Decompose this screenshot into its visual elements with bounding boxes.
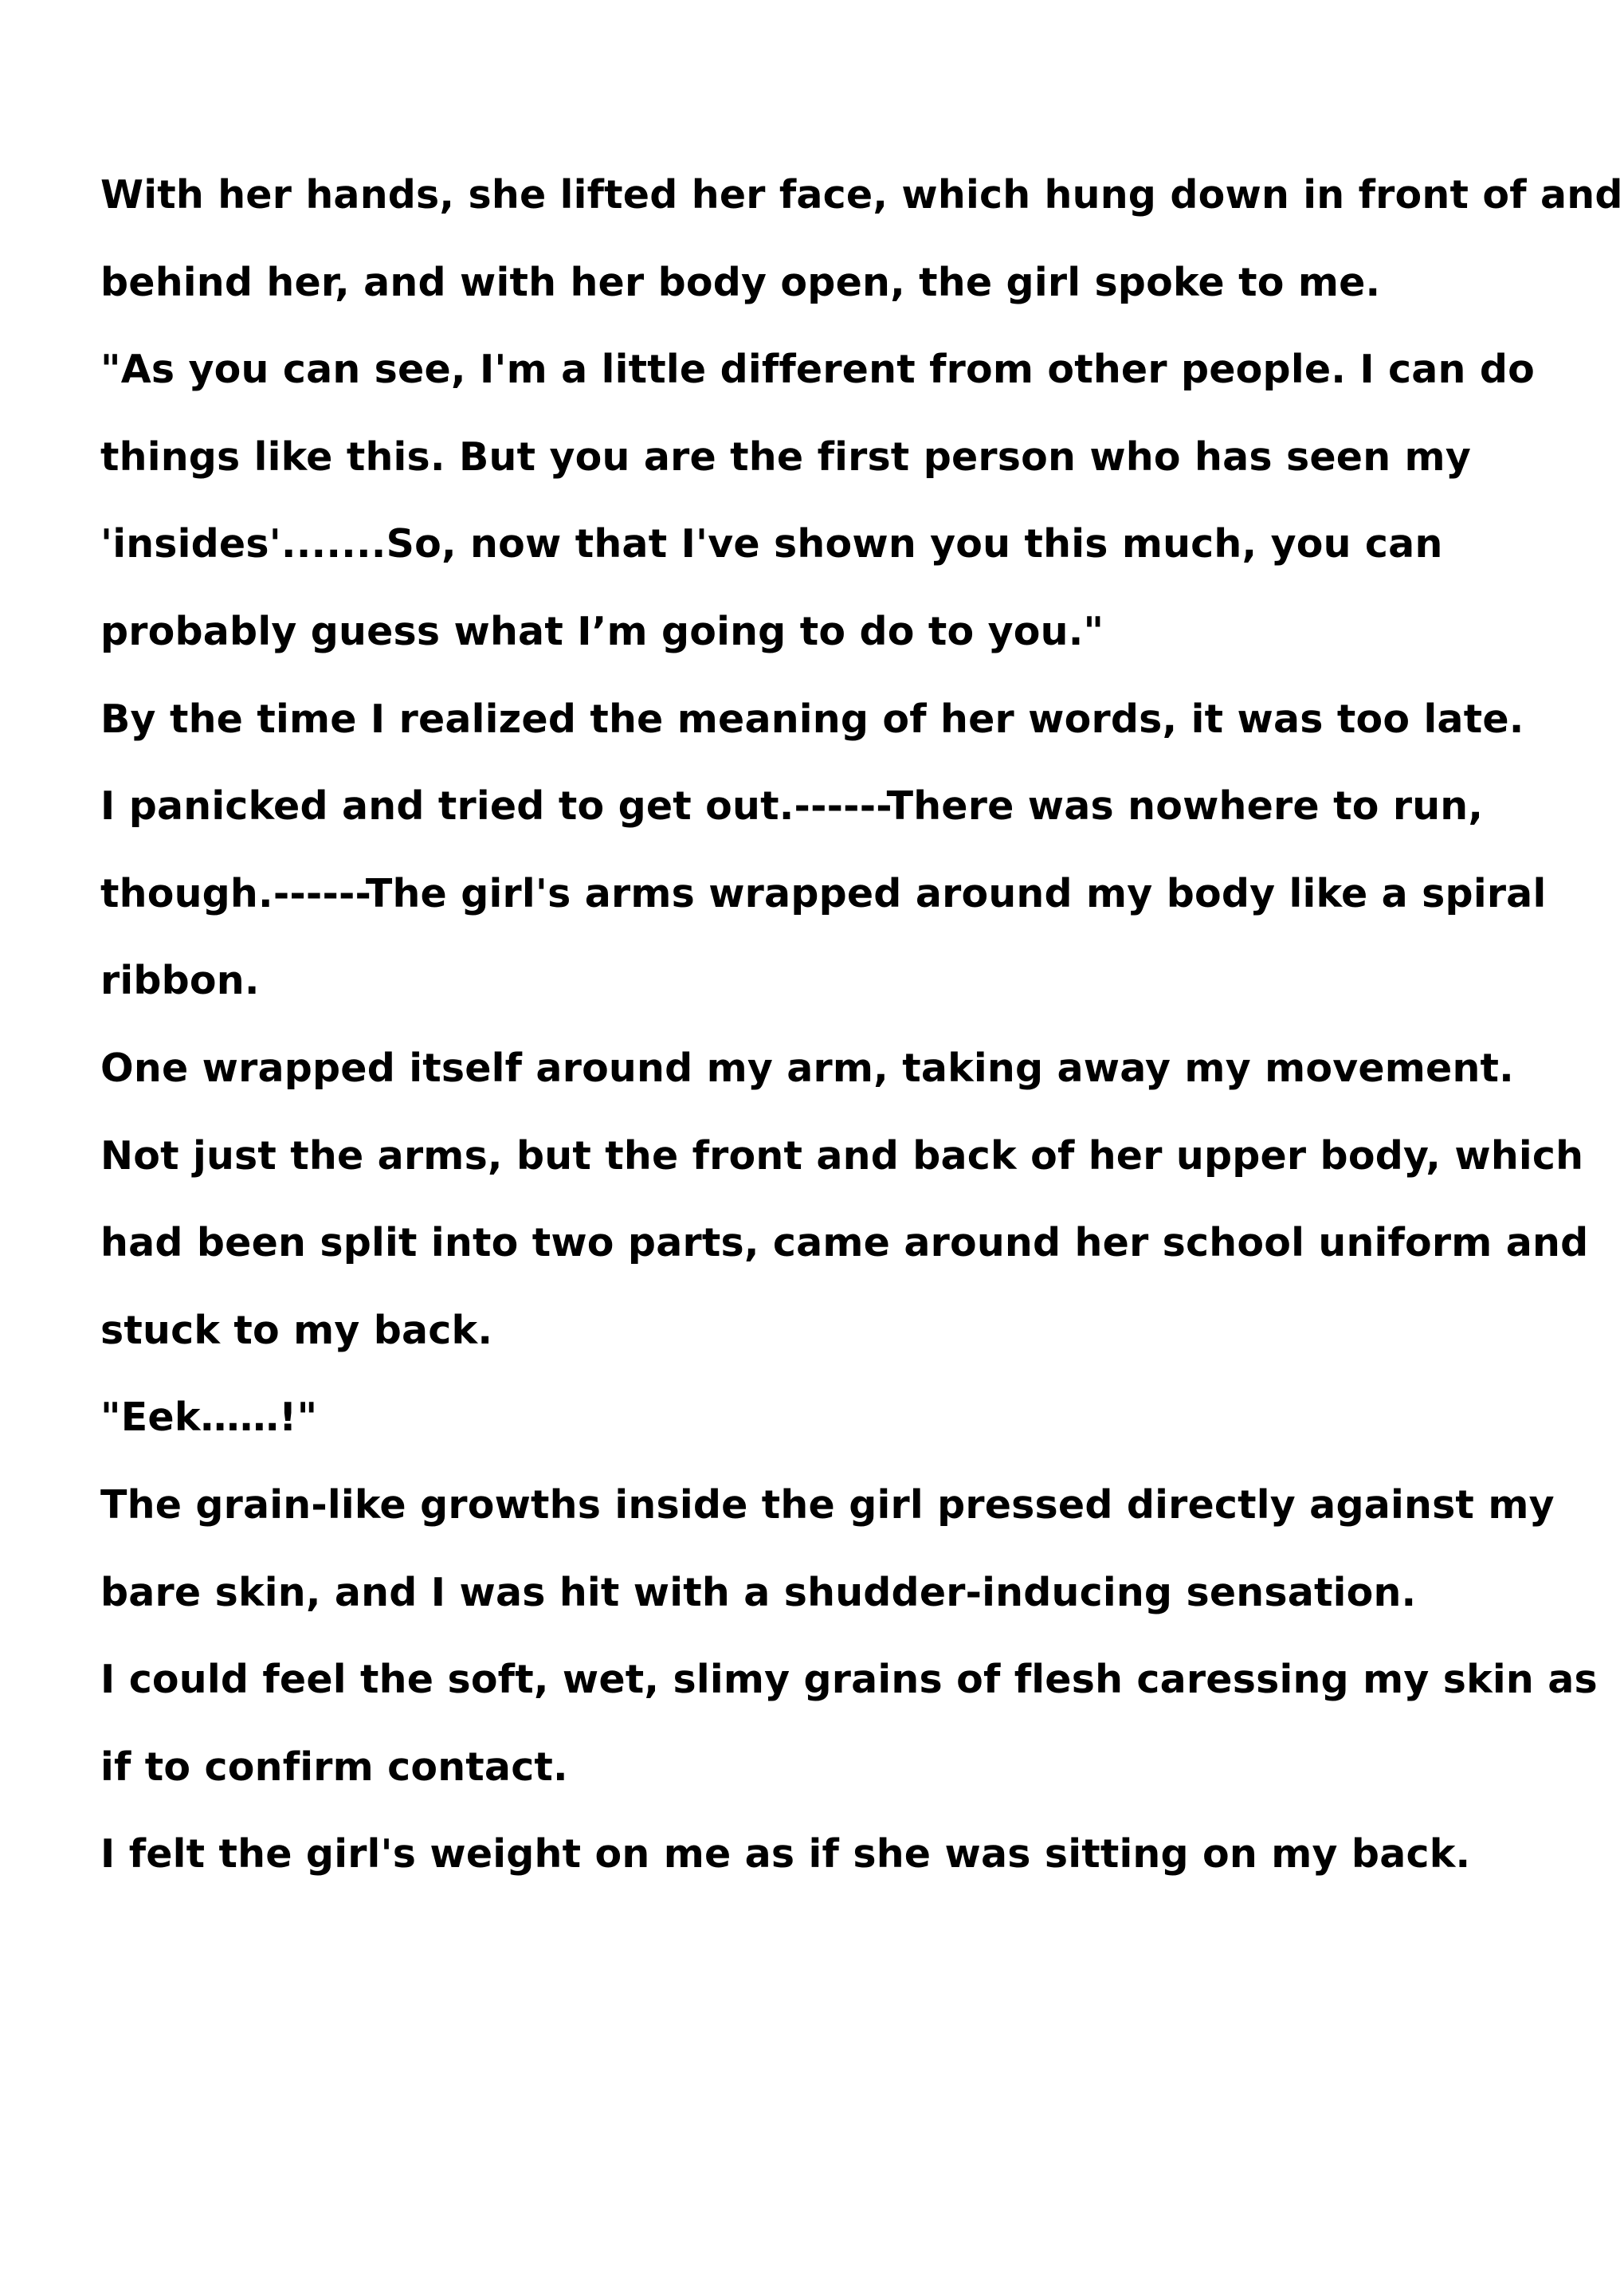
text-line: had been split into two parts, came around her school uniform and (100, 1220, 1589, 1266)
text-line: "Eek……!" (100, 1395, 318, 1441)
text-line: I could feel the soft, wet, slimy grains of flesh caressing my skin as (100, 1657, 1598, 1703)
text-line: One wrapped itself around my arm, taking away my movement. (100, 1045, 1514, 1091)
text-line: stuck to my back. (100, 1307, 493, 1353)
text-line: By the time I realized the meaning of her words, it was too late. (100, 696, 1524, 742)
text-line: probably guess what I’m going to do to you." (100, 608, 1104, 654)
text-line: "As you can see, I'm a little different from other people. I can do (100, 347, 1536, 393)
text-line: if to confirm contact. (100, 1744, 568, 1790)
text-line: behind her, and with her body open, the girl spoke to me. (100, 259, 1381, 305)
text-line: things like this. But you are the first person who has seen my (100, 434, 1471, 480)
text-line: I felt the girl's weight on me as if she was sitting on my back. (100, 1831, 1471, 1877)
text-line: ribbon. (100, 958, 260, 1004)
text-line: bare skin, and I was hit with a shudder-inducing sensation. (100, 1569, 1417, 1615)
text-line: With her hands, she lifted her face, which hung down in front of and (100, 172, 1623, 218)
text-line: I panicked and tried to get out.------There was nowhere to run, (100, 783, 1484, 830)
text-line: though.------The girl's arms wrapped around my body like a spiral (100, 870, 1547, 916)
text-line: Not just the arms, but the front and back of her upper body, which (100, 1132, 1584, 1179)
body-text (100, 151, 1623, 1898)
text-line: The grain-like growths inside the girl pressed directly against my (100, 1481, 1555, 1528)
text-line: 'insides'.......So, now that I've shown you this much, you can (100, 521, 1443, 567)
